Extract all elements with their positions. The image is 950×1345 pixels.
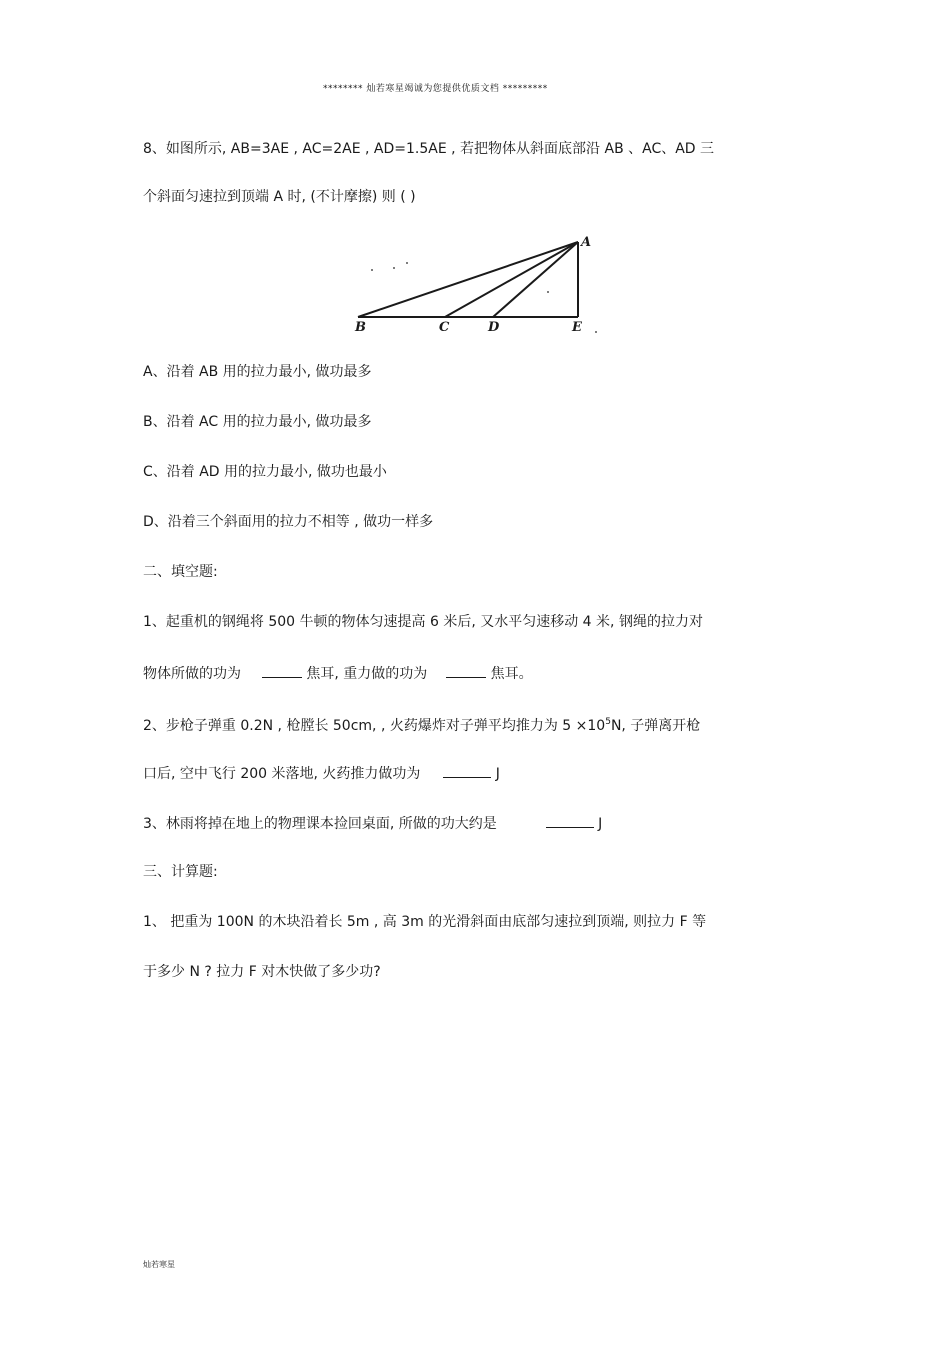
- fill-q2-line-1: [143, 713, 700, 735]
- question-8-line-2: 个斜面匀速拉到顶端 A 时, (不计摩擦) 则 ( ): [143, 189, 416, 205]
- speck: [393, 267, 395, 269]
- fill-q1-line-1: 1、起重机的钢绳将 500 牛顿的物体匀速提高 6 米后, 又水平匀速移动 4 米, 钢绳的拉力对: [143, 614, 703, 630]
- calc-q1-line-1: 1、 把重为 100N 的木块沿着长 5m , 高 3m 的光滑斜面由底部匀速拉到顶端, 则拉力 F 等: [143, 914, 707, 930]
- slope-ab: [358, 242, 578, 317]
- option-a: A、沿着 AB 用的拉力最小, 做功最多: [143, 364, 372, 380]
- page-footer: 灿若寒星: [143, 1260, 175, 1269]
- option-d: D、沿着三个斜面用的拉力不相等 , 做功一样多: [143, 514, 434, 530]
- label-d: D: [488, 320, 500, 335]
- section-2-title: 二、填空题:: [143, 564, 218, 580]
- answer-blank[interactable]: [262, 663, 302, 678]
- fill-q2-unit: J: [495, 766, 500, 782]
- speck: [595, 331, 597, 333]
- label-b: B: [355, 320, 366, 335]
- option-c: C、沿着 AD 用的拉力最小, 做功也最小: [143, 464, 387, 480]
- exponent: 5: [605, 717, 611, 727]
- question-8-line-1: 8、如图所示, AB=3AE , AC=2AE , AD=1.5AE , 若把物体从斜面底部沿 AB 、AC、AD 三: [143, 141, 715, 157]
- label-e: E: [572, 320, 582, 335]
- answer-blank[interactable]: [546, 813, 594, 828]
- fill-q2-text-c: 口后, 空中飞行 200 米落地, 火药推力做功为: [143, 766, 421, 782]
- incline-figure: [350, 232, 600, 337]
- speck: [547, 291, 549, 293]
- answer-blank[interactable]: [443, 763, 491, 778]
- fill-q1-line-2: [143, 663, 533, 683]
- option-b: B、沿着 AC 用的拉力最小, 做功最多: [143, 414, 372, 430]
- fill-q1-text-c: 焦耳。: [490, 666, 533, 682]
- fill-q1-text-b: 焦耳, 重力做的功为: [306, 666, 428, 682]
- fill-q2-text-a: 2、步枪子弹重 0.2N , 枪膛长 50cm, , 火药爆炸对子弹平均推力为 5 ×10: [143, 718, 606, 734]
- label-c: C: [439, 320, 450, 335]
- fill-q3: [143, 813, 602, 833]
- fill-q2-line-2: [143, 763, 500, 783]
- label-a: A: [581, 235, 592, 250]
- section-3-title: 三、计算题:: [143, 864, 218, 880]
- fill-q3-text: 3、林雨将掉在地上的物理课本捡回桌面, 所做的功大约是: [143, 816, 497, 832]
- fill-q3-unit: J: [598, 816, 603, 832]
- slope-ad: [493, 242, 578, 317]
- speck: [406, 262, 408, 264]
- answer-blank[interactable]: [446, 663, 486, 678]
- speck: [371, 269, 373, 271]
- fill-q1-text-a: 物体所做的功为: [143, 666, 241, 682]
- calc-q1-line-2: 于多少 N ? 拉力 F 对木快做了多少功?: [143, 964, 381, 980]
- page-header: ******** 灿若寒星竭诚为您提供优质文档 *********: [323, 84, 548, 94]
- fill-q2-text-b: N, 子弹离开枪: [610, 718, 701, 734]
